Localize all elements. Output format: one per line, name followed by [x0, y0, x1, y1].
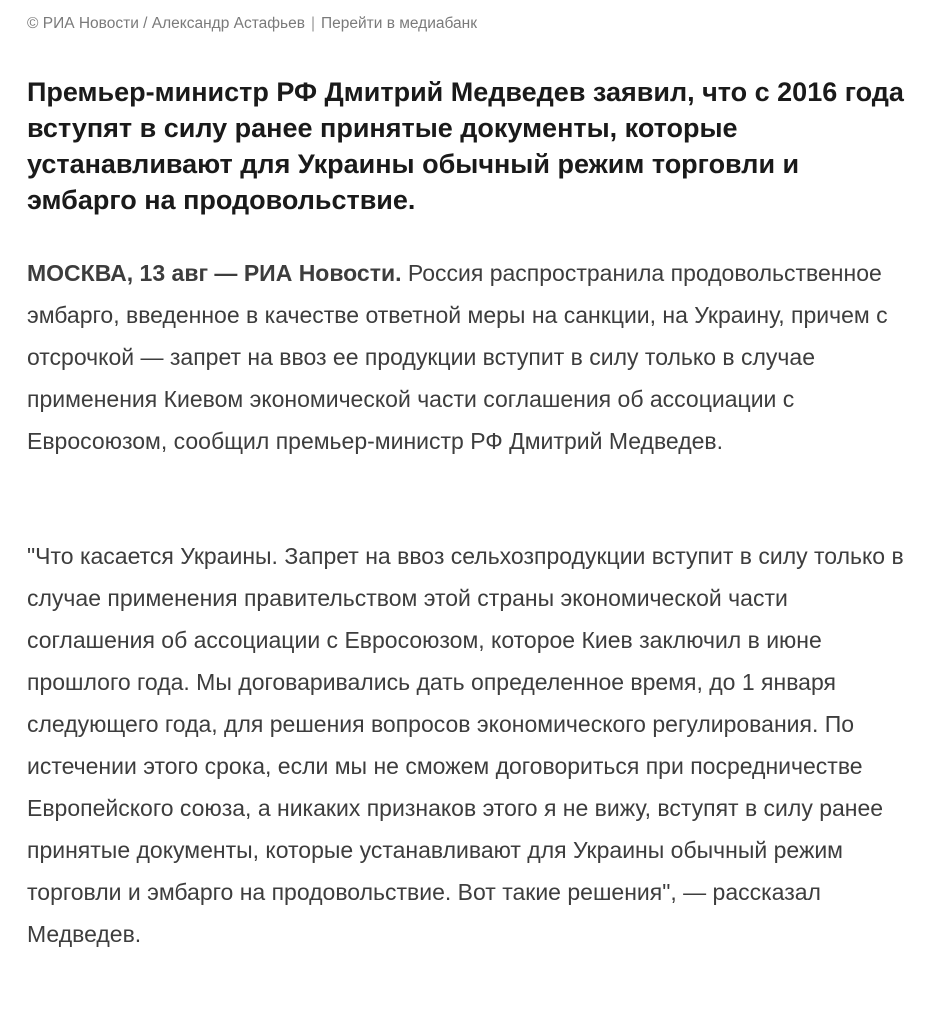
photo-source: © РИА Новости / Александр Астафьев [27, 15, 305, 32]
dateline: МОСКВА, 13 авг — РИА Новости. [27, 260, 402, 286]
paragraph-text: Россия распространила продовольственное эмбарго, введенное в качестве ответной меры на санкции, на Украину, причем с отсрочкой — запрет на ввоз ее продукции вступит в силу только в случае применения Киевом экономической части соглашения об ассоциации с Евросоюзом, сообщил премьер-министр РФ Дмитрий Медведев. [27, 260, 888, 454]
mediabank-link[interactable]: Перейти в медиабанк [320, 15, 477, 32]
quote-paragraph: "Что касается Украины. Запрет на ввоз сельхозпродукции вступит в силу только в случае применения правительством этой страны экономической части соглашения об ассоциации с Евросоюзом, которое Киев заключил в июне прошлого года. Мы договаривались дать определенное время, до 1 января следующего года, для решения вопросов экономического регулирования. По истечении этого срока, если мы не сможем договориться при посредничестве Европейского союза, а никаких признаков этого я не вижу, вступят в силу ранее принятые документы, которые устанавливают для Украины обычный режим торговли и эмбарго на продовольствие. Вот такие решения", — рассказал Медведев. [27, 543, 904, 947]
article-paragraph [27, 252, 907, 462]
credit-separator: | [310, 15, 315, 32]
photo-credit [27, 14, 477, 34]
article-lead: Премьер-министр РФ Дмитрий Медведев заявил, что с 2016 года вступят в силу ранее принятые документы, которые устанавливают для Украины обычный режим торговли и эмбарго на продовольствие. [27, 77, 904, 215]
